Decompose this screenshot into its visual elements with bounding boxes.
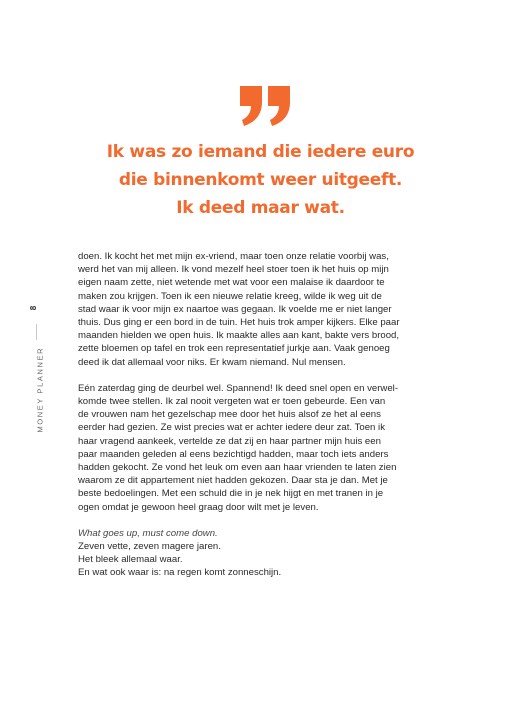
text-line: paar maanden geleden al eens bezichtigd hadden, maar toch iets anders — [78, 448, 389, 460]
text-line: maanden hielden we open huis. Ik maakte alles aan kant, bakte vers brood, — [78, 330, 400, 342]
text-line: werd het van mij alleen. Ik vond mezelf heel stoer toen ik het huis op mijn — [78, 264, 389, 276]
page-number: 8 — [29, 305, 38, 311]
closing-quotation-mark-icon — [236, 80, 296, 130]
text-line: eigen naam zette, niet wetende met wat voor een malaise ik daardoor te — [78, 277, 385, 289]
text-line: ogen omdat je gewoon heel graag door wilt met je leven. — [78, 501, 319, 513]
paragraph-2 — [78, 382, 448, 514]
pull-quote-line: Ik deed maar wat. — [176, 198, 345, 218]
text-line: Het bleek allemaal waar. — [78, 554, 183, 566]
text-line: eerder had gezien. Ze wist precies wat er achter iedere deur zat. Toen ik — [78, 422, 385, 434]
text-line: stad waar ik voor mijn ex naartoe was gegaan. Ik voelde me er niet langer — [78, 303, 392, 315]
text-line: de vrouwen nam het gezelschap mee door het huis alsof ze het al eens — [78, 409, 381, 421]
paragraph-1 — [78, 250, 448, 369]
text-line: hadden gekocht. Ze vond het leuk om even aan haar vrienden te laten zien — [78, 462, 397, 474]
text-line: Zeven vette, zeven magere jaren. — [78, 541, 221, 553]
text-line: En wat ook waar is: na regen komt zonneschijn. — [78, 567, 282, 579]
text-line: zette bloemen op tafel en trok een representatief jurkje aan. Vaak genoeg — [78, 343, 390, 355]
text-line: doen. Ik kocht het met mijn ex-vriend, maar toen onze relatie voorbij was, — [78, 251, 389, 262]
text-line: komde twee stellen. Ik zal nooit vergeten wat er toen gebeurde. Een van — [78, 396, 386, 408]
quote-comma-right — [268, 86, 290, 126]
page-sidebar — [30, 300, 44, 440]
closing-paragraph — [78, 527, 448, 580]
text-line: maken zou krijgen. Toen ik een nieuwe relatie kreeg, wilde ik weg uit de — [78, 290, 382, 302]
text-line: waarom ze dit appartement niet hadden gekozen. Daar sta je dan. Met je — [78, 475, 388, 487]
pull-quote — [40, 138, 481, 222]
body-text — [78, 250, 448, 593]
quote-comma-left — [240, 86, 262, 126]
text-line: beste bedoelingen. Met een schuld die in je nek hijgt en met tranen in je — [78, 488, 384, 500]
sidebar-divider — [36, 324, 37, 340]
text-line: haar vragend aankeek, vertelde ze dat zij en haar partner mijn huis een — [78, 435, 381, 447]
pull-quote-line: Ik was zo iemand die iedere euro — [106, 142, 415, 162]
text-line: thuis. Dus ging er een bord in de tuin. Het huis trok amper kijkers. Elke paar — [78, 317, 400, 329]
pull-quote-line: die binnenkomt weer uitgeeft. — [118, 170, 403, 190]
running-title: MONEY PLANNER — [35, 346, 45, 433]
closing-italic-line: What goes up, must come down. — [78, 527, 218, 539]
text-line: deed ik dat allemaal voor niks. Er kwam niemand. Nul mensen. — [78, 356, 346, 368]
text-line: Eén zaterdag ging de deurbel wel. Spannend! Ik deed snel open en verwel- — [78, 382, 399, 394]
